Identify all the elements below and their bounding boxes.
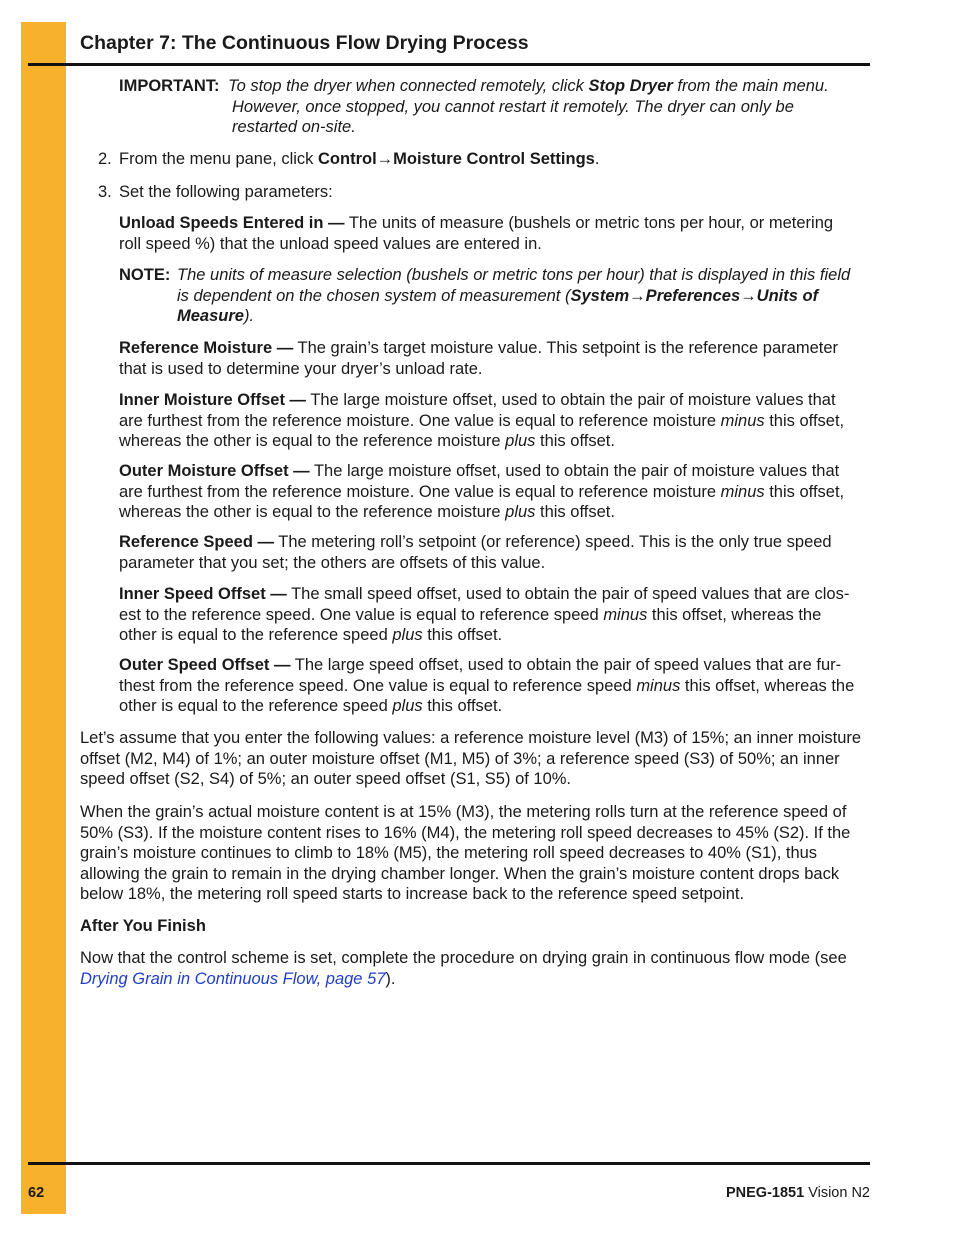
step-2-number: 2. bbox=[98, 150, 112, 168]
important-line-3: restarted on-site. bbox=[232, 118, 356, 136]
page-number: 62 bbox=[28, 1185, 45, 1201]
footer-rule bbox=[28, 1162, 870, 1165]
important-note bbox=[119, 76, 879, 138]
header-rule bbox=[28, 63, 870, 66]
param-reference-moisture: Reference Moisture — The grain’s target moisture value. This setpoint is the reference parameter that is used to determine your dryer’s unload rate. bbox=[119, 339, 839, 378]
example-paragraph: Let’s assume that you enter the following values: a reference moisture level (M3) of 15%; an inner moisture offset (M2, M4) of 1%; an outer moisture offset (M1, M5) of 3%; a reference speed (S3) of 50%; an inner speed offset (S2, S4) of 5%; an outer speed offset (S1, S5) of 10%. bbox=[80, 729, 862, 788]
important-line-2: However, once stopped, you cannot restart it remotely. The dryer can only be bbox=[232, 97, 794, 116]
after-finish-heading: After You Finish bbox=[80, 917, 206, 935]
param-term: Unload Speeds Entered in — bbox=[119, 214, 345, 232]
param-inner-speed-offset: Inner Speed Offset — The small speed offset, used to obtain the pair of speed values that are clos- est to the reference speed. One value is equal to reference speed minus this offset, whereas the other is equal to the reference speed plus this offset. bbox=[119, 585, 850, 644]
param-term: Reference Speed — bbox=[119, 533, 274, 551]
stop-dryer-term: Stop Dryer bbox=[588, 77, 673, 95]
param-term: Outer Speed Offset — bbox=[119, 656, 291, 674]
step-2-text: From the menu pane, click Control→Moisture Control Settings. bbox=[119, 150, 600, 168]
param-outer-speed-offset: Outer Speed Offset — The large speed offset, used to obtain the pair of speed values that are fur- thest from the reference speed. One value is equal to reference speed minus this offset, whereas the other is equal to the reference speed plus this offset. bbox=[119, 656, 855, 715]
menu-path: Control→Moisture Control Settings bbox=[318, 150, 595, 168]
param-inner-moisture-offset: Inner Moisture Offset — The large moisture offset, used to obtain the pair of moisture values that are furthest from the reference moisture. One value is equal to reference moisture minus this offset, whereas the other is equal to the reference moisture plus this offset. bbox=[119, 391, 845, 450]
param-term: Inner Speed Offset — bbox=[119, 585, 287, 603]
after-finish-paragraph: Now that the control scheme is set, complete the procedure on drying grain in continuous flow mode (see Drying Grain in Continuous Flow, page 57). bbox=[80, 949, 847, 988]
important-line-1: To stop the dryer when connected remotely, click Stop Dryer from the main menu. bbox=[228, 77, 829, 95]
param-reference-speed: Reference Speed — The metering roll’s setpoint (or reference) speed. This is the only true speed parameter that you set; the others are offsets of this value. bbox=[119, 533, 832, 572]
behavior-paragraph: When the grain’s actual moisture content is at 15% (M3), the metering rolls turn at the reference speed of 50% (S3). If the moisture content rises to 16% (M4), the metering roll speed decreases to 45% (S2). If the grain’s moisture continues to climb to 18% (M5), the metering roll speed decreases to 40% (S1), thus allowing the grain to remain in the drying chamber longer. When the grain’s moisture content drops back below 18%, the metering roll speed starts to increase back to the reference speed setpoint. bbox=[80, 803, 851, 903]
chapter-color-bar bbox=[21, 22, 66, 1214]
param-unload-speeds: Unload Speeds Entered in — The units of measure (bushels or metric tons per hour, or metering roll speed %) that the unload speed values are entered in. bbox=[119, 214, 834, 253]
chapter-title: Chapter 7: The Continuous Flow Drying Process bbox=[80, 32, 529, 54]
note-label: NOTE: bbox=[119, 266, 171, 284]
param-term: Inner Moisture Offset — bbox=[119, 391, 307, 409]
step-3-number: 3. bbox=[98, 183, 112, 201]
param-term: Reference Moisture — bbox=[119, 339, 294, 357]
document-id: PNEG-1851 Vision N2 bbox=[725, 1185, 870, 1201]
step-3-text: Set the following parameters: bbox=[119, 183, 333, 201]
important-label: IMPORTANT: bbox=[119, 77, 220, 95]
preferences-path: System→Preferences→Units of bbox=[570, 286, 819, 305]
param-term: Outer Moisture Offset — bbox=[119, 462, 310, 480]
drying-grain-link[interactable]: Drying Grain in Continuous Flow, page 57 bbox=[80, 969, 386, 988]
param-outer-moisture-offset: Outer Moisture Offset — The large moisture offset, used to obtain the pair of moisture values that are furthest from the reference moisture. One value is equal to reference moisture minus this offset, whereas the other is equal to the reference moisture plus this offset. bbox=[119, 462, 845, 521]
units-note: NOTE: The units of measure selection (bushels or metric tons per hour) that is displayed in this field is dependent on the chosen system of measurement (System→Preferences→Units of Measure). bbox=[119, 266, 851, 325]
